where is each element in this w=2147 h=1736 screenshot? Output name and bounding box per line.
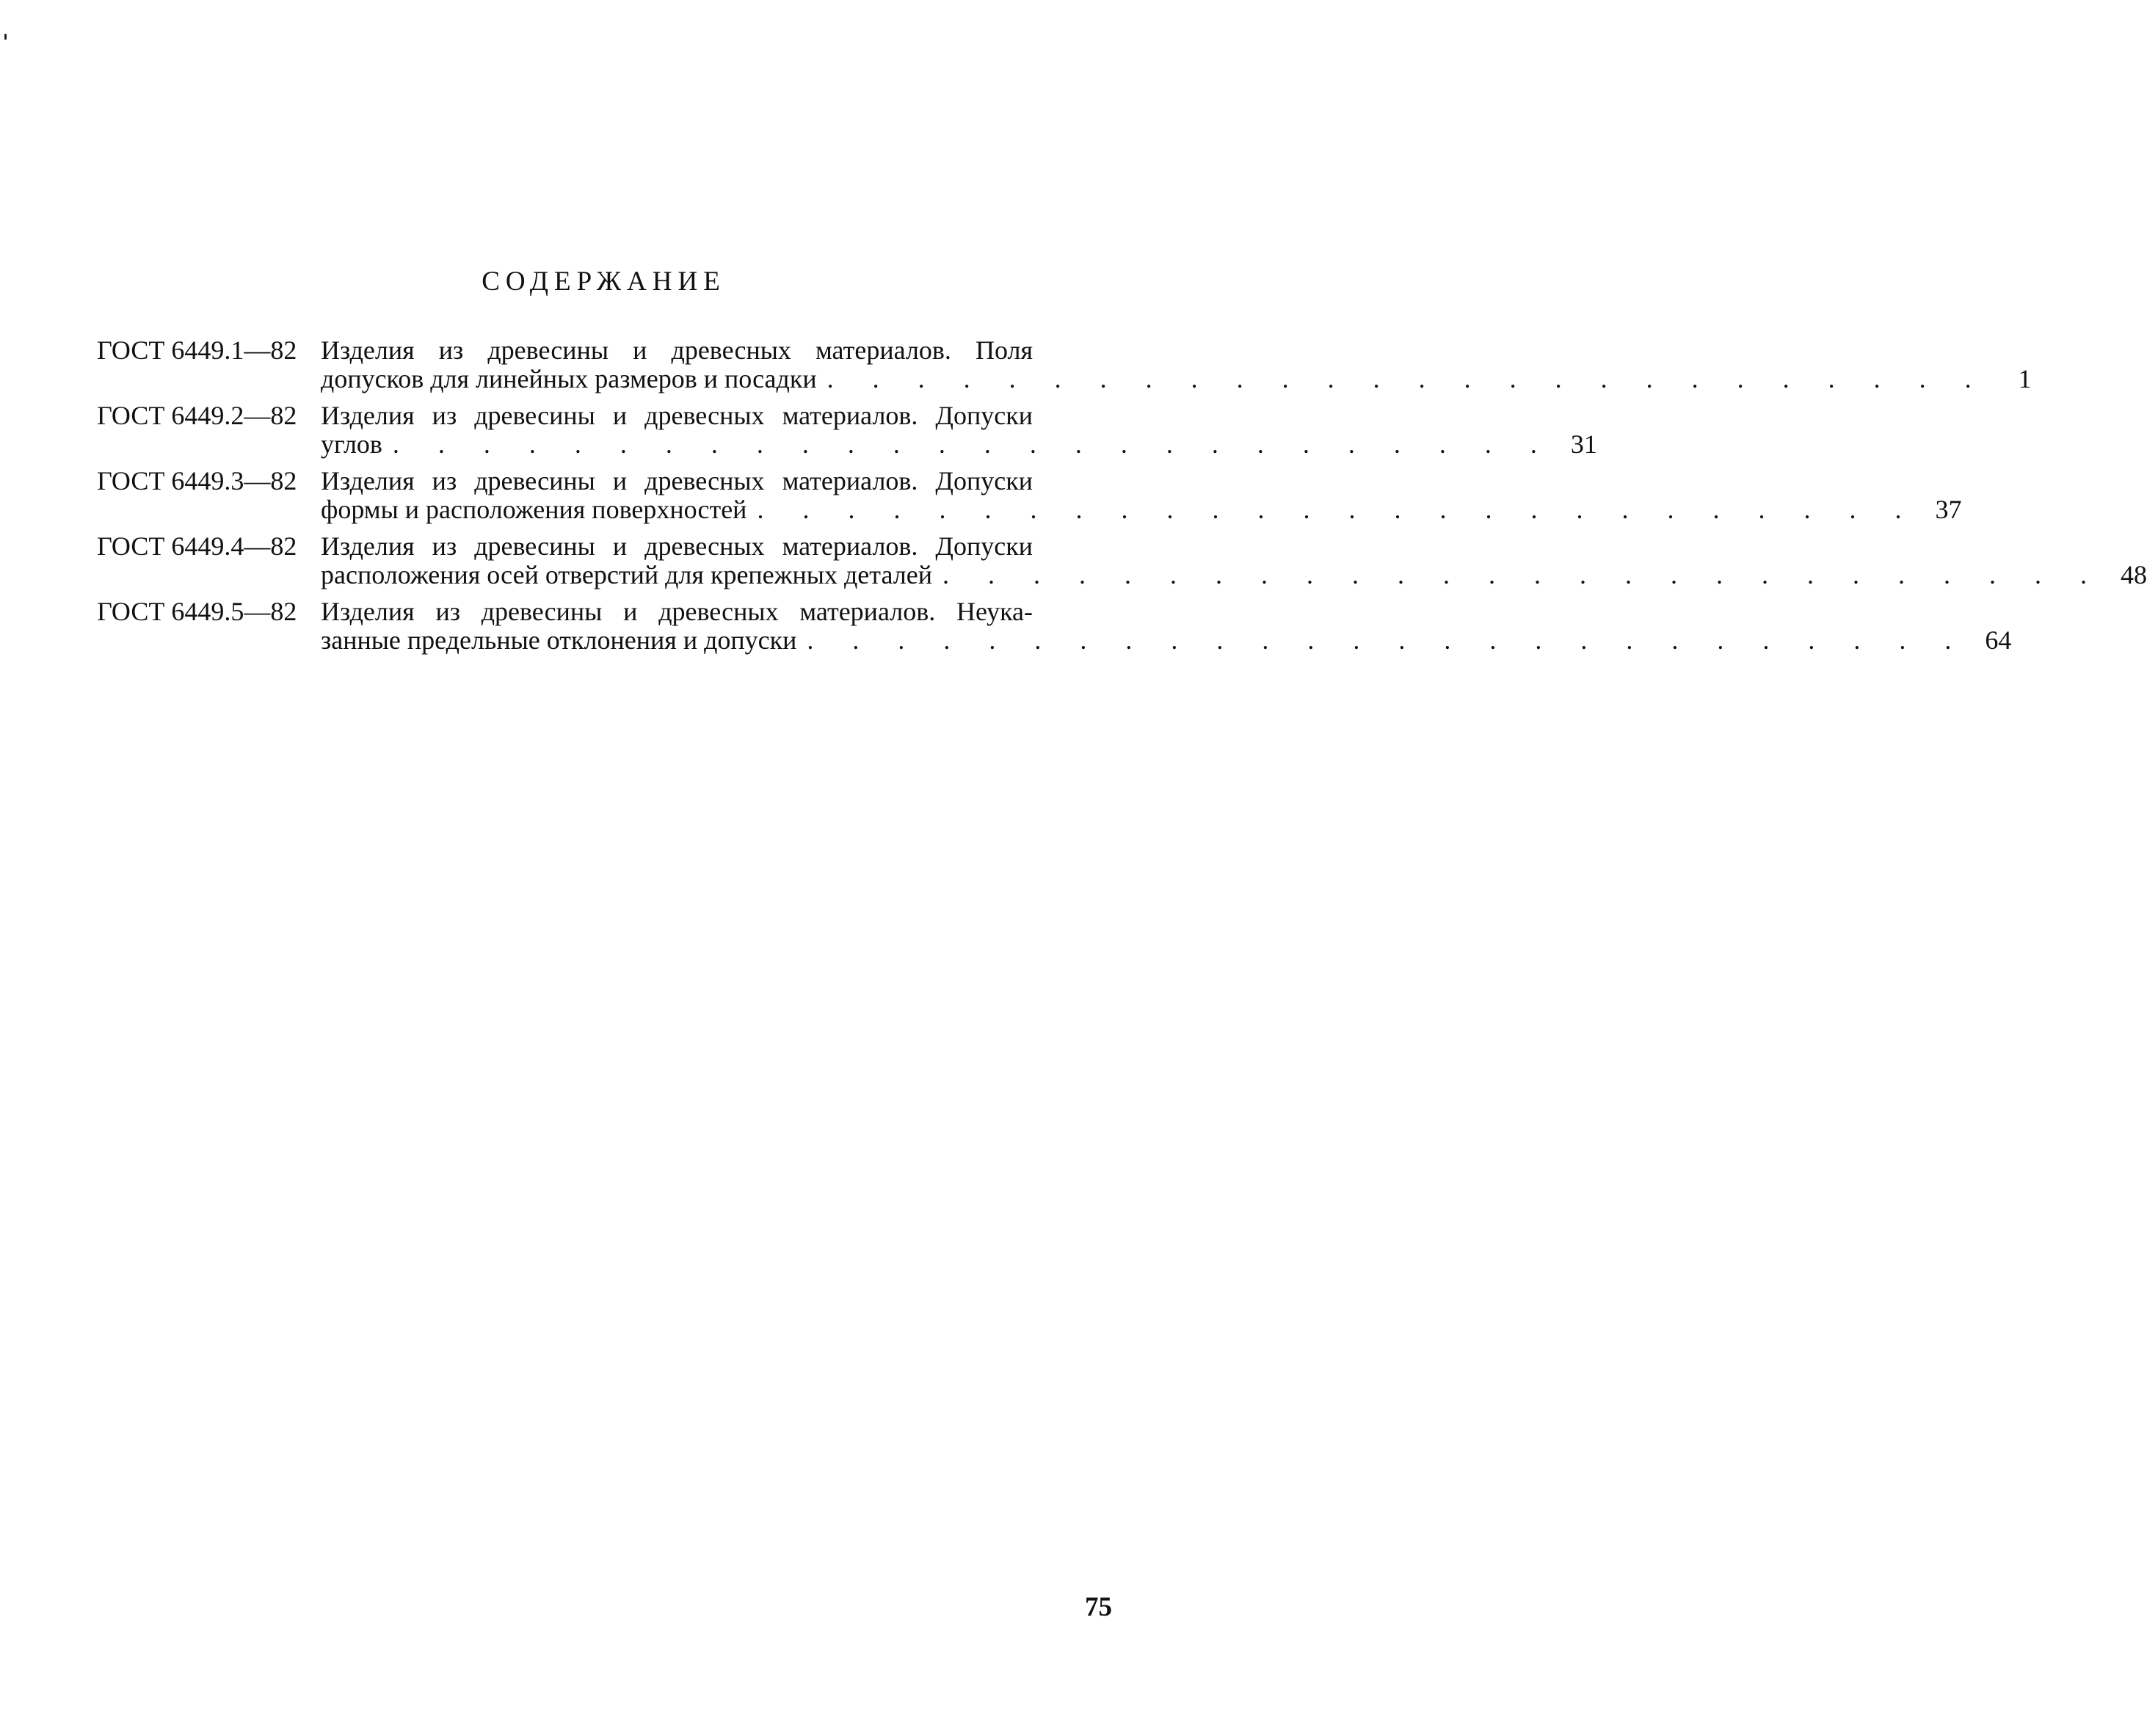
page-number: 75 bbox=[1085, 1592, 1112, 1622]
toc-entry[interactable] bbox=[0, 334, 2032, 399]
toc-entry-title-line2-row bbox=[321, 559, 2147, 592]
toc-entry-text bbox=[321, 334, 2032, 396]
toc-entry-title-line1: Изделия из древесины и древесных материалов. Неука- bbox=[321, 597, 1033, 626]
page-title: СОДЕРЖАНИЕ bbox=[482, 266, 726, 297]
toc-entry[interactable] bbox=[0, 595, 2012, 660]
toc-entry-code: ГОСТ 6449.3—82 bbox=[97, 466, 297, 495]
toc-entry-code: ГОСТ 6449.2—82 bbox=[97, 401, 297, 430]
dot-leader: . . . . . . . . . . . . . . . . . . . . . . . . . . bbox=[827, 364, 1988, 393]
toc-entry-text bbox=[321, 465, 1962, 526]
toc-entry-title-line2: расположения осей отверстий для крепежных деталей bbox=[321, 560, 932, 589]
toc-entry-code: ГОСТ 6449.4—82 bbox=[97, 531, 297, 561]
toc-entry[interactable] bbox=[0, 530, 2147, 595]
toc-entry-page-number: 48 bbox=[2120, 560, 2147, 589]
dot-leader: . . . . . . . . . . . . . . . . . . . . . . . . . . bbox=[392, 429, 1553, 459]
toc-entry-title-line2-row bbox=[321, 494, 1962, 526]
dot-leader: . . . . . . . . . . . . . . . . . . . . . . . . . . bbox=[807, 625, 1968, 655]
toc-entry-title-line2: допусков для линейных размеров и посадки bbox=[321, 364, 817, 393]
toc-entry-page-number: 37 bbox=[1935, 495, 1962, 524]
toc-entry-title-line2: углов bbox=[321, 429, 382, 459]
toc-entry-title-line2-row bbox=[321, 429, 1597, 461]
toc-entry-title-line2: занные предельные отклонения и допуски bbox=[321, 625, 797, 655]
dot-leader: . . . . . . . . . . . . . . . . . . . . . . . . . . bbox=[757, 495, 1918, 524]
toc-entry-title-line2-row bbox=[321, 625, 2012, 657]
toc-entry[interactable] bbox=[0, 465, 1962, 529]
toc-entry-text bbox=[321, 595, 2012, 657]
toc-entry-title-line1: Изделия из древесины и древесных материалов. Допуски bbox=[321, 466, 1033, 495]
toc-entry-text bbox=[321, 399, 1597, 461]
toc-entry-page-number: 64 bbox=[1985, 625, 2012, 655]
toc-entry-title-line2-row bbox=[321, 363, 2032, 396]
toc-entry-code: ГОСТ 6449.5—82 bbox=[97, 597, 297, 626]
toc-entry-page-number: 31 bbox=[1570, 429, 1597, 459]
scan-mark bbox=[4, 34, 7, 40]
toc-entry-page-number: 1 bbox=[2018, 364, 2032, 393]
toc-entry-code: ГОСТ 6449.1—82 bbox=[97, 335, 297, 365]
toc-entry-text bbox=[321, 530, 2147, 592]
toc-entry-title-line1: Изделия из древесины и древесных материалов. Поля bbox=[321, 335, 1033, 365]
dot-leader: . . . . . . . . . . . . . . . . . . . . . . . . . . bbox=[942, 560, 2103, 589]
toc-entry-title-line1: Изделия из древесины и древесных материалов. Допуски bbox=[321, 531, 1033, 561]
toc-entry[interactable] bbox=[0, 399, 1597, 464]
toc-entry-title-line1: Изделия из древесины и древесных материалов. Допуски bbox=[321, 401, 1033, 430]
toc-entry-title-line2: формы и расположения поверхностей bbox=[321, 495, 747, 524]
